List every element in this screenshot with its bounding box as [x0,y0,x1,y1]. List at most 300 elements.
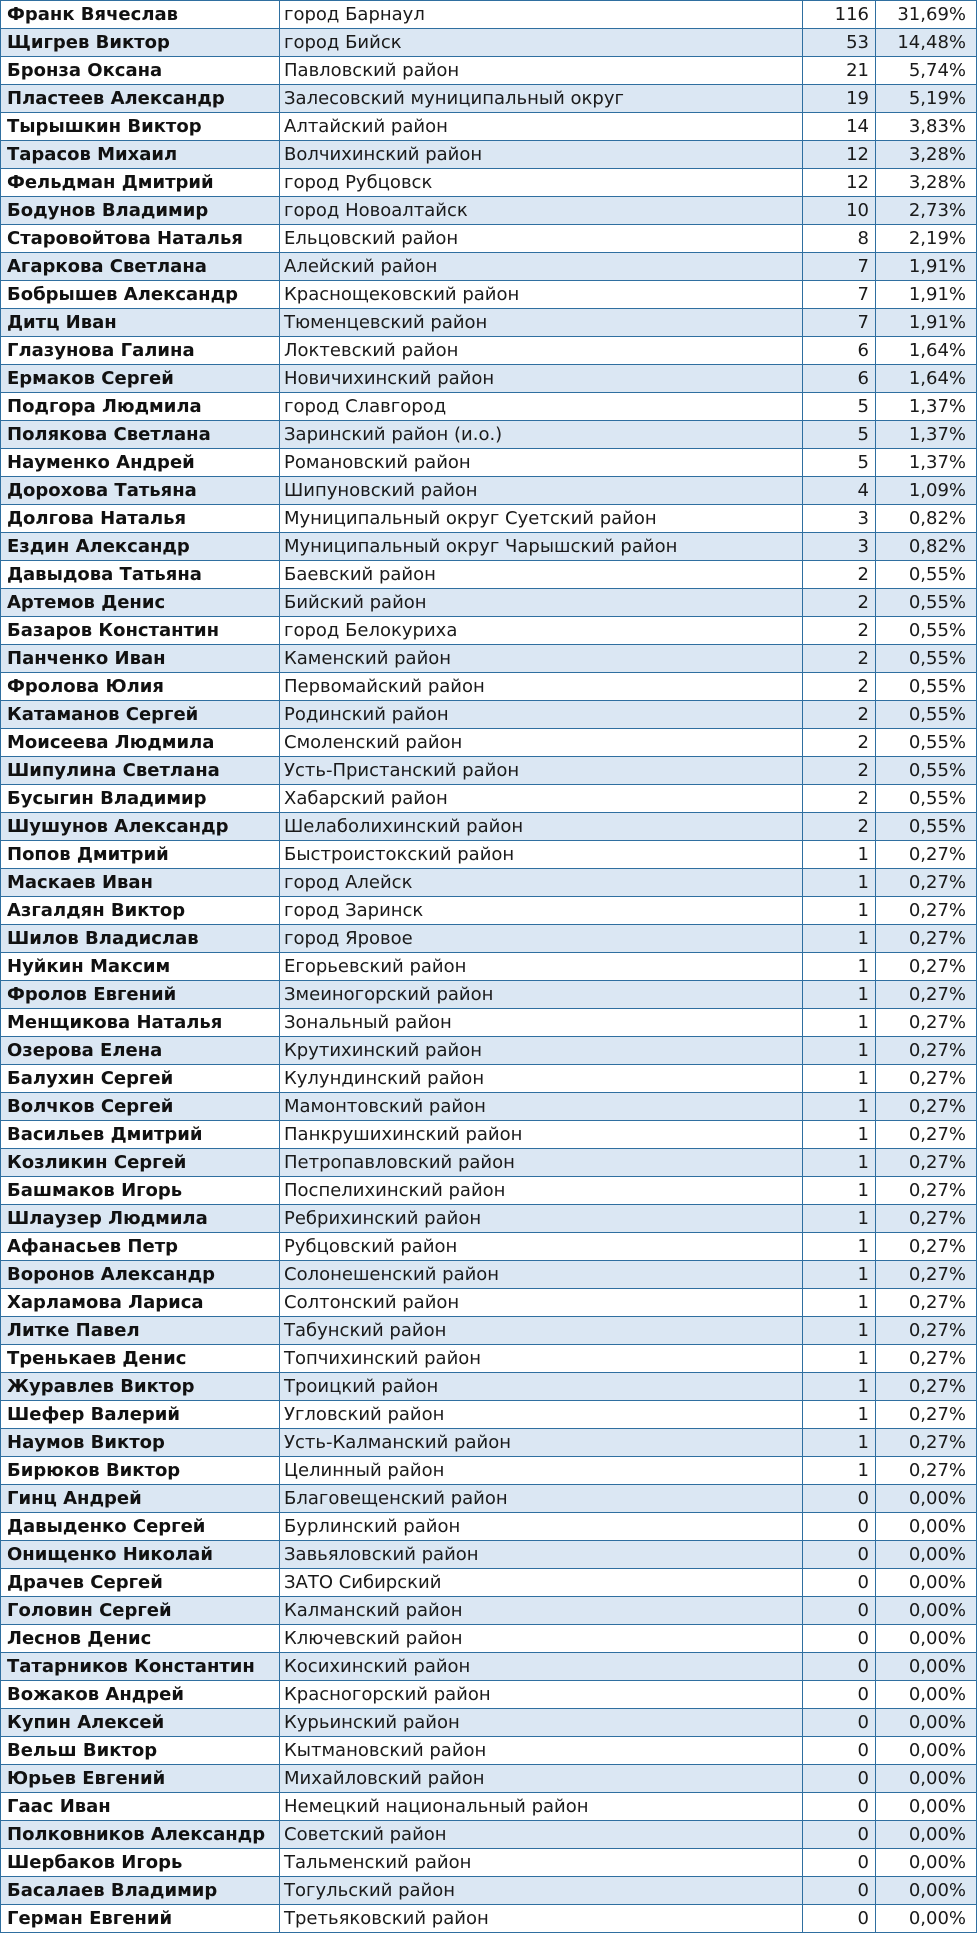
cell-percent: 0,27% [876,1261,977,1289]
cell-name: Катаманов Сергей [1,701,280,729]
table-row [1,1289,977,1317]
cell-district: Каменский район [280,645,803,673]
table-row [1,1121,977,1149]
cell-district: Крутихинский район [280,1037,803,1065]
cell-percent: 0,27% [876,1149,977,1177]
cell-votes: 1 [803,1009,876,1037]
cell-votes: 19 [803,85,876,113]
cell-percent: 0,00% [876,1737,977,1765]
cell-district: Усть-Калманский район [280,1429,803,1457]
cell-district: Муниципальный округ Суетский район [280,505,803,533]
cell-percent: 0,27% [876,1429,977,1457]
cell-district: город Заринск [280,897,803,925]
cell-district: Целинный район [280,1457,803,1485]
cell-name: Менщикова Наталья [1,1009,280,1037]
table-row [1,1,977,29]
cell-name: Полковников Александр [1,1821,280,1849]
cell-district: Благовещенский район [280,1485,803,1513]
cell-name: Онищенко Николай [1,1541,280,1569]
cell-district: Алейский район [280,253,803,281]
cell-name: Артемов Денис [1,589,280,617]
cell-name: Литке Павел [1,1317,280,1345]
cell-votes: 0 [803,1597,876,1625]
cell-votes: 5 [803,393,876,421]
table-row [1,1317,977,1345]
cell-name: Васильев Дмитрий [1,1121,280,1149]
cell-percent: 0,27% [876,1093,977,1121]
table-row [1,1233,977,1261]
cell-name: Тренькаев Денис [1,1345,280,1373]
cell-votes: 2 [803,617,876,645]
cell-percent: 0,55% [876,757,977,785]
cell-name: Вожаков Андрей [1,1681,280,1709]
table-row [1,1681,977,1709]
cell-name: Воронов Александр [1,1261,280,1289]
cell-percent: 1,64% [876,365,977,393]
cell-percent: 0,27% [876,1401,977,1429]
cell-district: Угловский район [280,1401,803,1429]
cell-district: Троицкий район [280,1373,803,1401]
cell-percent: 31,69% [876,1,977,29]
cell-votes: 53 [803,29,876,57]
table-row [1,505,977,533]
table-row [1,1877,977,1905]
cell-votes: 6 [803,337,876,365]
table-row [1,1093,977,1121]
cell-name: Шилов Владислав [1,925,280,953]
table-row [1,1737,977,1765]
cell-name: Шипулина Светлана [1,757,280,785]
cell-district: город Славгород [280,393,803,421]
cell-votes: 1 [803,1149,876,1177]
cell-percent: 0,00% [876,1905,977,1933]
cell-percent: 0,55% [876,729,977,757]
cell-district: Петропавловский район [280,1149,803,1177]
cell-percent: 0,27% [876,953,977,981]
table-row [1,169,977,197]
cell-votes: 5 [803,421,876,449]
table-row [1,1429,977,1457]
cell-name: Глазунова Галина [1,337,280,365]
cell-district: Залесовский муниципальный округ [280,85,803,113]
cell-votes: 1 [803,1205,876,1233]
cell-votes: 0 [803,1513,876,1541]
cell-name: Леснов Денис [1,1625,280,1653]
cell-percent: 0,27% [876,1177,977,1205]
cell-votes: 7 [803,253,876,281]
cell-district: Михайловский район [280,1765,803,1793]
cell-name: Щигрев Виктор [1,29,280,57]
cell-percent: 0,00% [876,1765,977,1793]
cell-votes: 1 [803,1317,876,1345]
cell-name: Бодунов Владимир [1,197,280,225]
cell-percent: 0,27% [876,897,977,925]
cell-votes: 1 [803,1121,876,1149]
cell-percent: 0,00% [876,1877,977,1905]
table-row [1,253,977,281]
cell-percent: 0,55% [876,561,977,589]
cell-percent: 1,37% [876,393,977,421]
cell-name: Вельш Виктор [1,1737,280,1765]
table-row [1,645,977,673]
cell-percent: 0,27% [876,1065,977,1093]
cell-name: Герман Евгений [1,1905,280,1933]
cell-votes: 1 [803,1401,876,1429]
cell-votes: 1 [803,1261,876,1289]
cell-district: Муниципальный округ Чарышский район [280,533,803,561]
table-row [1,589,977,617]
cell-votes: 6 [803,365,876,393]
cell-votes: 1 [803,1233,876,1261]
table-row [1,981,977,1009]
table-row [1,1485,977,1513]
cell-name: Озерова Елена [1,1037,280,1065]
cell-votes: 2 [803,589,876,617]
cell-district: Красногорский район [280,1681,803,1709]
cell-district: Быстроистокский район [280,841,803,869]
cell-votes: 1 [803,953,876,981]
cell-votes: 8 [803,225,876,253]
cell-percent: 0,55% [876,813,977,841]
cell-votes: 21 [803,57,876,85]
cell-votes: 14 [803,113,876,141]
cell-name: Фролов Евгений [1,981,280,1009]
cell-votes: 2 [803,701,876,729]
cell-district: город Рубцовск [280,169,803,197]
table-row [1,337,977,365]
cell-votes: 2 [803,785,876,813]
cell-district: Бурлинский район [280,1513,803,1541]
cell-votes: 10 [803,197,876,225]
cell-votes: 0 [803,1737,876,1765]
cell-percent: 5,74% [876,57,977,85]
cell-district: Курьинский район [280,1709,803,1737]
cell-district: Волчихинский район [280,141,803,169]
table-row [1,1401,977,1429]
cell-percent: 1,37% [876,421,977,449]
table-row [1,281,977,309]
cell-percent: 2,19% [876,225,977,253]
cell-district: Завьяловский район [280,1541,803,1569]
table-row [1,1261,977,1289]
cell-name: Козликин Сергей [1,1149,280,1177]
cell-district: Кулундинский район [280,1065,803,1093]
cell-name: Агаркова Светлана [1,253,280,281]
cell-votes: 2 [803,645,876,673]
cell-district: Немецкий национальный район [280,1793,803,1821]
cell-district: город Алейск [280,869,803,897]
cell-name: Афанасьев Петр [1,1233,280,1261]
cell-percent: 0,55% [876,645,977,673]
cell-name: Давыдова Татьяна [1,561,280,589]
cell-percent: 5,19% [876,85,977,113]
cell-name: Шлаузер Людмила [1,1205,280,1233]
table-row [1,141,977,169]
cell-district: Табунский район [280,1317,803,1345]
cell-district: Косихинский район [280,1653,803,1681]
cell-percent: 0,00% [876,1513,977,1541]
cell-district: город Белокуриха [280,617,803,645]
cell-votes: 1 [803,1177,876,1205]
cell-name: Шушунов Александр [1,813,280,841]
cell-percent: 0,00% [876,1597,977,1625]
cell-district: Третьяковский район [280,1905,803,1933]
table-row [1,1709,977,1737]
cell-votes: 4 [803,477,876,505]
table-row [1,309,977,337]
cell-district: Локтевский район [280,337,803,365]
cell-district: Баевский район [280,561,803,589]
table-row [1,1345,977,1373]
cell-name: Юрьев Евгений [1,1765,280,1793]
cell-votes: 2 [803,561,876,589]
cell-name: Фролова Юлия [1,673,280,701]
cell-votes: 12 [803,141,876,169]
cell-percent: 0,82% [876,505,977,533]
table-row [1,757,977,785]
cell-percent: 0,00% [876,1625,977,1653]
cell-percent: 0,27% [876,869,977,897]
cell-name: Бирюков Виктор [1,1457,280,1485]
cell-district: Романовский район [280,449,803,477]
cell-votes: 0 [803,1653,876,1681]
cell-votes: 3 [803,505,876,533]
cell-name: Балухин Сергей [1,1065,280,1093]
cell-name: Полякова Светлана [1,421,280,449]
cell-name: Старовойтова Наталья [1,225,280,253]
cell-district: Калманский район [280,1597,803,1625]
cell-votes: 116 [803,1,876,29]
cell-votes: 7 [803,281,876,309]
cell-votes: 0 [803,1765,876,1793]
cell-votes: 5 [803,449,876,477]
cell-votes: 1 [803,1037,876,1065]
cell-name: Фельдман Дмитрий [1,169,280,197]
cell-percent: 0,00% [876,1681,977,1709]
cell-name: Дитц Иван [1,309,280,337]
cell-percent: 0,27% [876,841,977,869]
cell-district: Заринский район (и.о.) [280,421,803,449]
cell-percent: 1,91% [876,309,977,337]
cell-name: Тырышкин Виктор [1,113,280,141]
cell-votes: 0 [803,1625,876,1653]
table-row [1,1905,977,1933]
table-row [1,897,977,925]
table-row [1,477,977,505]
table-row [1,561,977,589]
cell-name: Пластеев Александр [1,85,280,113]
cell-percent: 0,55% [876,617,977,645]
cell-name: Наумов Виктор [1,1429,280,1457]
cell-name: Журавлев Виктор [1,1373,280,1401]
cell-percent: 0,27% [876,1457,977,1485]
cell-name: Подгора Людмила [1,393,280,421]
cell-district: Мамонтовский район [280,1093,803,1121]
cell-percent: 0,00% [876,1849,977,1877]
table-row [1,1821,977,1849]
table-row [1,1849,977,1877]
table-row [1,449,977,477]
cell-name: Тарасов Михаил [1,141,280,169]
cell-votes: 12 [803,169,876,197]
table-row [1,365,977,393]
cell-name: Бобрышев Александр [1,281,280,309]
table-row [1,1541,977,1569]
cell-votes: 1 [803,1429,876,1457]
cell-district: Змеиногорский район [280,981,803,1009]
cell-votes: 0 [803,1793,876,1821]
cell-percent: 0,27% [876,1037,977,1065]
cell-votes: 0 [803,1905,876,1933]
cell-district: Ельцовский район [280,225,803,253]
cell-percent: 0,00% [876,1569,977,1597]
cell-percent: 3,28% [876,169,977,197]
cell-name: Ермаков Сергей [1,365,280,393]
cell-percent: 0,27% [876,925,977,953]
cell-votes: 2 [803,813,876,841]
table-row [1,813,977,841]
cell-district: Тальменский район [280,1849,803,1877]
cell-district: Панкрушихинский район [280,1121,803,1149]
cell-percent: 3,83% [876,113,977,141]
table-row [1,1625,977,1653]
table-row [1,953,977,981]
cell-votes: 3 [803,533,876,561]
cell-district: Родинский район [280,701,803,729]
cell-votes: 1 [803,981,876,1009]
cell-percent: 1,91% [876,281,977,309]
cell-percent: 0,27% [876,1233,977,1261]
cell-percent: 0,27% [876,1317,977,1345]
cell-votes: 1 [803,925,876,953]
cell-percent: 0,00% [876,1709,977,1737]
cell-votes: 1 [803,897,876,925]
cell-votes: 2 [803,673,876,701]
cell-votes: 1 [803,1345,876,1373]
table-row [1,701,977,729]
cell-district: Ребрихинский район [280,1205,803,1233]
cell-name: Басалаев Владимир [1,1877,280,1905]
cell-name: Купин Алексей [1,1709,280,1737]
cell-percent: 3,28% [876,141,977,169]
cell-district: Кытмановский район [280,1737,803,1765]
cell-percent: 0,27% [876,1345,977,1373]
cell-name: Головин Сергей [1,1597,280,1625]
cell-votes: 1 [803,1093,876,1121]
cell-district: Бийский район [280,589,803,617]
cell-votes: 1 [803,869,876,897]
cell-percent: 0,55% [876,673,977,701]
cell-votes: 0 [803,1709,876,1737]
cell-name: Азгалдян Виктор [1,897,280,925]
cell-percent: 1,09% [876,477,977,505]
cell-district: Павловский район [280,57,803,85]
cell-votes: 2 [803,757,876,785]
cell-district: Советский район [280,1821,803,1849]
cell-name: Попов Дмитрий [1,841,280,869]
cell-district: Рубцовский район [280,1233,803,1261]
cell-percent: 0,27% [876,1205,977,1233]
cell-name: Башмаков Игорь [1,1177,280,1205]
cell-percent: 0,27% [876,1373,977,1401]
table-row [1,1149,977,1177]
cell-name: Нуйкин Максим [1,953,280,981]
cell-votes: 1 [803,1065,876,1093]
table-row [1,1065,977,1093]
table-row [1,225,977,253]
cell-votes: 0 [803,1485,876,1513]
cell-percent: 0,82% [876,533,977,561]
cell-votes: 1 [803,841,876,869]
table-row [1,925,977,953]
table-row [1,1597,977,1625]
cell-percent: 0,00% [876,1793,977,1821]
cell-percent: 0,27% [876,1289,977,1317]
cell-name: Долгова Наталья [1,505,280,533]
table-row [1,785,977,813]
cell-district: город Яровое [280,925,803,953]
cell-votes: 0 [803,1541,876,1569]
cell-votes: 1 [803,1289,876,1317]
cell-percent: 0,27% [876,981,977,1009]
cell-percent: 0,00% [876,1653,977,1681]
cell-votes: 2 [803,729,876,757]
cell-percent: 1,64% [876,337,977,365]
cell-percent: 0,55% [876,785,977,813]
cell-district: Алтайский район [280,113,803,141]
table-row [1,1793,977,1821]
cell-name: Гаас Иван [1,1793,280,1821]
cell-votes: 0 [803,1877,876,1905]
table-row [1,1765,977,1793]
cell-district: Тюменцевский район [280,309,803,337]
cell-percent: 0,55% [876,589,977,617]
cell-percent: 0,00% [876,1485,977,1513]
cell-name: Франк Вячеслав [1,1,280,29]
table-row [1,1569,977,1597]
table-row [1,1457,977,1485]
table-row [1,29,977,57]
table-row [1,85,977,113]
table-row [1,1653,977,1681]
cell-district: Солонешенский район [280,1261,803,1289]
table-row [1,729,977,757]
cell-percent: 0,55% [876,701,977,729]
cell-name: Панченко Иван [1,645,280,673]
cell-votes: 1 [803,1457,876,1485]
cell-name: Моисеева Людмила [1,729,280,757]
table-row [1,393,977,421]
cell-district: Шелаболихинский район [280,813,803,841]
cell-percent: 0,27% [876,1121,977,1149]
cell-district: Смоленский район [280,729,803,757]
cell-district: Егорьевский район [280,953,803,981]
cell-district: город Новоалтайск [280,197,803,225]
table-row [1,113,977,141]
cell-district: Краснощековский район [280,281,803,309]
table-row [1,1177,977,1205]
cell-percent: 1,91% [876,253,977,281]
cell-district: Шипуновский район [280,477,803,505]
cell-name: Татарников Константин [1,1653,280,1681]
cell-name: Дорохова Татьяна [1,477,280,505]
table-row [1,197,977,225]
cell-votes: 1 [803,1373,876,1401]
cell-name: Бусыгин Владимир [1,785,280,813]
cell-district: Солтонский район [280,1289,803,1317]
table-row [1,57,977,85]
cell-name: Шербаков Игорь [1,1849,280,1877]
